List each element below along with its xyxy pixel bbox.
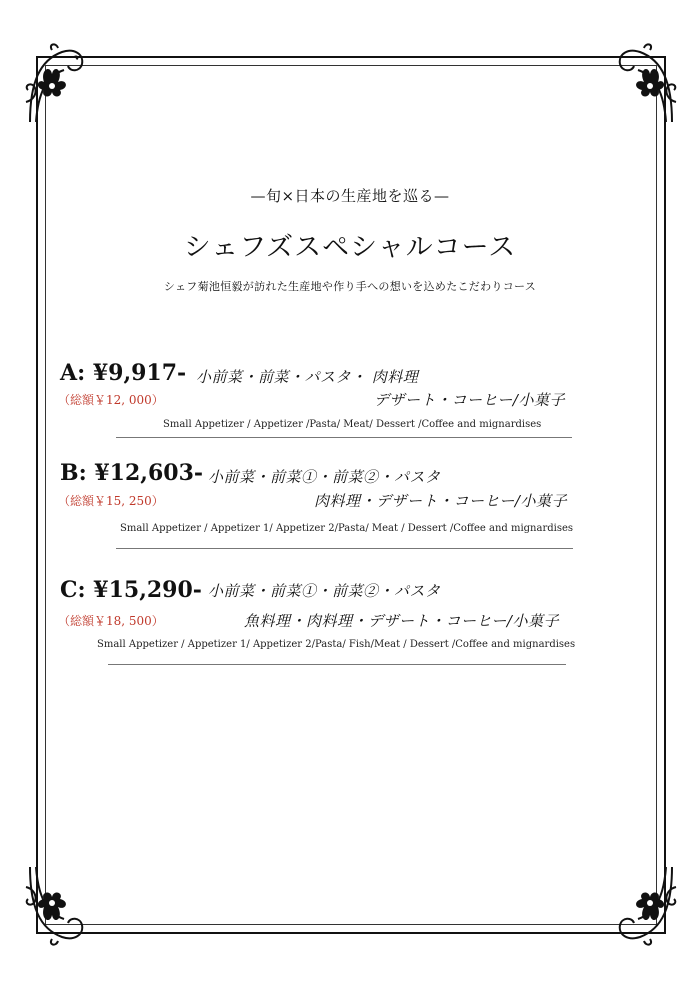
course-b-total: （総額￥15, 250） (58, 494, 164, 508)
course-a-divider (116, 437, 572, 438)
course-b-english: Small Appetizer / Appetizer 1/ Appetizer 2/Pasta/ Meat / Dessert /Coffee and mignardises (120, 523, 574, 534)
course-a-dishes-line1: 小前菜・前菜・パスタ・ 肉料理 (196, 368, 419, 386)
fleur-de-lis-ornament-icon (22, 42, 92, 127)
course-c-price: C: ¥15,290- (60, 577, 202, 603)
course-b-dishes-line2: 肉料理・デザート・コーヒー/小菓子 (314, 492, 567, 510)
course-a-total: （総額￥12, 000） (58, 393, 164, 407)
course-c-divider (108, 664, 566, 665)
course-a-price: A: ¥9,917- (60, 360, 187, 386)
fleur-de-lis-ornament-icon (22, 862, 92, 947)
course-b-dishes-line1: 小前菜・前菜①・前菜②・パスタ (208, 468, 441, 486)
course-c-total: （総額￥18, 500） (58, 614, 164, 628)
course-a-dishes-line2: デザート・コーヒー/小菓子 (374, 391, 565, 409)
menu-description: シェフ菊池恒毅が訪れた生産地や作り手への想いを込めたこだわりコース (163, 280, 537, 293)
course-c-dishes-line2: 魚料理・肉料理・デザート・コーヒー/小菓子 (244, 612, 559, 630)
menu-title: シェフズスペシャルコース (183, 232, 517, 263)
fleur-de-lis-ornament-icon (610, 42, 680, 127)
fleur-de-lis-ornament-icon (610, 862, 680, 947)
course-c-english: Small Appetizer / Appetizer 1/ Appetizer 2/Pasta/ Fish/Meat / Dessert /Coffee and mignardises (97, 639, 576, 650)
menu-subtitle: —旬×日本の生産地を巡る— (250, 187, 450, 205)
course-c-dishes-line1: 小前菜・前菜①・前菜②・パスタ (208, 582, 441, 600)
course-b-divider (116, 548, 573, 549)
course-b-price: B: ¥12,603- (60, 460, 204, 486)
course-a-english: Small Appetizer / Appetizer /Pasta/ Meat/ Dessert /Coffee and mignardises (163, 419, 542, 430)
